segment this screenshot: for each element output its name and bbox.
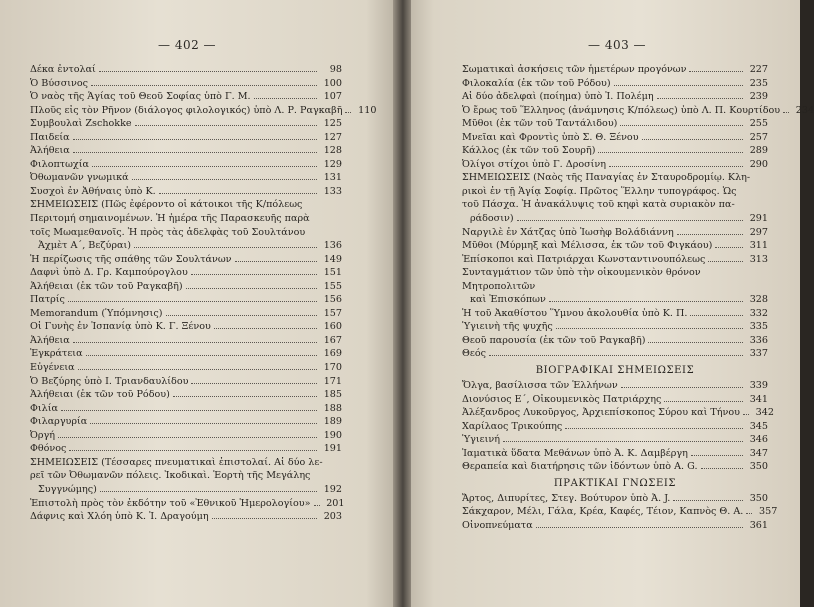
entry-title: Ναργιλὲ ἐν Χάτζας ὑπὸ Ἰωσὴφ Βολάδιάννη <box>462 226 674 238</box>
dot-leader <box>556 328 743 329</box>
dot-leader <box>78 369 317 370</box>
toc-entry <box>462 131 768 145</box>
entry-title: Ἀλήθειαι (ἐκ τῶν τοῦ Ραγκαβῆ) <box>30 280 183 292</box>
toc-entry <box>462 226 768 240</box>
book-gutter <box>393 0 411 607</box>
toc-entry <box>462 406 774 420</box>
toc-entry <box>30 253 342 267</box>
dot-leader <box>314 505 320 506</box>
toc-entry <box>462 266 768 293</box>
entry-page-number: 289 <box>749 145 768 157</box>
dot-leader <box>614 85 743 86</box>
dot-leader <box>73 342 317 343</box>
toc-entry <box>30 158 342 172</box>
toc-entry <box>462 447 768 461</box>
entry-title: Ἐπίσκοποι καὶ Πατριάρχαι Κωνσταντινουπόλεως <box>462 253 706 265</box>
entry-title: τοῖς Μωαμεθανοῖς. Ἡ πρὸς τὰς ἀδελφὰς τοῦ Σουλτάνου <box>30 226 306 238</box>
entry-page-number: 129 <box>323 158 342 170</box>
entry-title: Φιλία <box>30 402 58 414</box>
entry-page-number: 341 <box>749 393 768 405</box>
entry-page-number: 151 <box>323 267 342 279</box>
entry-page-number: 346 <box>749 434 768 446</box>
toc-entry <box>30 239 342 253</box>
toc-entry <box>30 361 342 375</box>
entry-title: Παιδεία <box>30 131 70 143</box>
toc-list <box>30 63 377 524</box>
dot-leader <box>565 428 743 429</box>
toc-entry <box>30 171 342 185</box>
left-page <box>0 0 398 607</box>
entry-title: Μνεῖαι καὶ Φροντὶς ὑπὸ Σ. Θ. Ξένου <box>462 131 639 143</box>
toc-entry <box>30 402 342 416</box>
entry-title: Ἀχμὲτ Α΄, Βεζύραι) <box>38 240 131 252</box>
dot-leader <box>191 274 317 275</box>
toc-entry <box>462 347 768 361</box>
toc-entry <box>30 483 342 497</box>
entry-title: Οἱ Γυνὴς ἐν Ἰσπανίᾳ ὑπὸ Κ. Γ. Ξένου <box>30 321 211 333</box>
toc-entry <box>30 375 342 389</box>
toc-entry <box>462 433 768 447</box>
entry-title: Ἐγκράτεια <box>30 348 83 360</box>
entry-page-number: 291 <box>749 213 768 225</box>
entry-page-number: 350 <box>749 492 768 504</box>
entry-title: Σωματικαὶ ἀσκήσεις τῶν ἡμετέρων προγόνων <box>462 64 687 75</box>
toc-entry <box>30 266 342 280</box>
toc-entry <box>462 171 768 185</box>
entry-title: Μῦθοι (ἐκ τῶν τοῦ Ταντάλιδου) <box>462 118 618 130</box>
entry-page-number: 313 <box>749 253 768 265</box>
entry-title: Φθόνος <box>30 443 67 455</box>
dot-leader <box>58 437 317 438</box>
dot-leader <box>132 179 317 180</box>
entry-page-number: 98 <box>329 64 342 75</box>
dot-leader <box>783 112 789 113</box>
entry-page-number: 149 <box>323 253 342 265</box>
entry-page-number: 345 <box>749 420 768 432</box>
entry-page-number: 332 <box>749 307 768 319</box>
entry-page-number: 169 <box>323 348 342 360</box>
entry-title: Ἀλήθεια <box>30 145 70 157</box>
entry-title: Ὁ ναὸς τῆς Ἁγίας τοῦ Θεοῦ Σοφίας ὑπὸ Γ. Μ. <box>30 91 251 103</box>
entry-page-number: 127 <box>323 131 342 143</box>
entry-title: Οἰνοπνεύματα <box>462 519 533 531</box>
dot-leader <box>159 193 317 194</box>
entry-page-number: 185 <box>323 389 342 401</box>
entry-title: Θεός <box>462 348 486 360</box>
dot-leader <box>517 220 743 221</box>
entry-title: Ἐπιστολὴ πρὸς τὸν ἐκδότην τοῦ «Ἐθνικοῦ Ἡμερολογίου» <box>30 497 311 509</box>
dot-leader <box>91 85 317 86</box>
entry-page-number: 255 <box>749 118 768 130</box>
entry-page-number: 336 <box>749 334 768 346</box>
toc-entry <box>30 469 342 483</box>
toc-entry <box>462 253 768 267</box>
entry-page-number: 128 <box>323 145 342 157</box>
entry-page-number: 189 <box>323 416 342 428</box>
section-heading: ΠΡΑΚΤΙΚΑΙ ΓΝΩΣΕΙΣ <box>553 477 677 489</box>
toc-entry <box>462 334 768 348</box>
toc-entry <box>462 212 768 226</box>
dot-leader <box>61 410 317 411</box>
toc-entry <box>30 293 342 307</box>
entry-title: Ἀλήθεια <box>30 334 70 346</box>
entry-title: Ὑγιεινή <box>462 434 500 446</box>
toc-entry <box>30 198 342 212</box>
entry-title: Συσχοὶ ἐν Ἀθήναις ὑπὸ Κ. <box>30 185 156 197</box>
entry-title: Συγγνώμης) <box>38 483 97 495</box>
toc-entry <box>462 198 768 212</box>
entry-title: Ὑγιεινὴ τῆς ψυχῆς <box>462 321 553 333</box>
dot-leader <box>212 518 317 519</box>
toc-entry <box>462 519 768 533</box>
entry-page-number: 203 <box>323 511 342 523</box>
dot-leader <box>746 513 752 514</box>
toc-entry <box>462 90 768 104</box>
entry-title: Ὀργή <box>30 429 55 441</box>
entry-page-number: 156 <box>323 294 342 306</box>
entry-title: ράδοσιν) <box>470 213 514 225</box>
entry-title: Ἡ περίζωσις τῆς σπάθης τῶν Σουλτάνων <box>30 253 232 265</box>
entry-title: Ὁ ἔρως τοῦ Ἕλληνος (ἀνάμνησις Κ/πόλεως) ὑπὸ Λ. Π. Κουρτίδου <box>462 104 781 116</box>
entry-page-number: 136 <box>323 240 342 252</box>
entry-title: Φιλοκαλία (ἐκ τῶν τοῦ Ρόδου) <box>462 77 611 89</box>
toc-entry <box>462 185 768 199</box>
dot-leader <box>677 234 743 235</box>
entry-page-number: 125 <box>323 118 342 130</box>
entry-page-number: 160 <box>323 321 342 333</box>
entry-page-number: 239 <box>749 91 768 103</box>
dot-leader <box>642 139 743 140</box>
dot-leader <box>99 71 317 72</box>
toc-entry <box>462 144 768 158</box>
entry-title: Ὀθωμανῶν γνωμικά <box>30 172 129 184</box>
entry-page-number: 257 <box>749 131 768 143</box>
dot-leader <box>715 247 743 248</box>
toc-entry <box>30 90 342 104</box>
dot-leader <box>549 301 743 302</box>
dot-leader <box>135 125 317 126</box>
toc-entry <box>30 226 342 240</box>
dot-leader <box>69 450 317 451</box>
entry-title: Σάκχαρον, Μέλι, Γάλα, Κρέα, Καφές, Τέιον, Καπνὸς Θ. Α. <box>462 506 744 518</box>
toc-entry <box>462 77 768 91</box>
dot-leader <box>743 414 749 415</box>
toc-entry <box>462 393 768 407</box>
dot-leader <box>86 355 317 356</box>
toc-entry <box>30 510 342 524</box>
dot-leader <box>92 166 317 167</box>
entry-title: Ἀλέξανδρος Λυκοῦργος, Ἀρχιεπίσκοπος Σύρου καὶ Τήνου <box>462 407 740 419</box>
toc-entry <box>462 239 768 253</box>
dot-leader <box>186 288 317 289</box>
entry-page-number: 337 <box>749 348 768 360</box>
entry-page-number: 171 <box>323 375 342 387</box>
toc-entry <box>30 77 342 91</box>
toc-entry <box>30 185 342 199</box>
dot-leader <box>134 247 317 248</box>
entry-page-number: 357 <box>759 506 778 518</box>
entry-page-number: 328 <box>749 294 768 306</box>
dot-leader <box>489 355 743 356</box>
dot-leader <box>73 152 317 153</box>
toc-entry <box>30 388 342 402</box>
toc-entry <box>30 144 342 158</box>
entry-title: Χαρίλαος Τρικούπης <box>462 420 563 432</box>
toc-entry <box>462 307 768 321</box>
dot-leader <box>708 261 743 262</box>
entry-title: Ὀλίγοι στίχοι ὑπὸ Γ. Δροσίνη <box>462 158 606 170</box>
toc-entry <box>462 117 768 131</box>
entry-title: Ἰαματικὰ ὕδατα Μεθάνων ὑπὸ Ἀ. Κ. Δαμβέργη <box>462 447 688 459</box>
entry-title: Περιτομή σημαινομένων. Ἡ ἡμέρα τῆς Παρασκευῆς παρὰ <box>30 213 310 225</box>
dot-leader <box>173 396 317 397</box>
entry-page-number: 157 <box>323 307 342 319</box>
dot-leader <box>657 98 743 99</box>
dot-leader <box>598 152 743 153</box>
toc-entry <box>30 347 342 361</box>
toc-entry <box>30 117 342 131</box>
entry-title: Φιλοπτωχία <box>30 158 89 170</box>
toc-entry <box>462 104 814 118</box>
entry-page-number: 167 <box>323 334 342 346</box>
entry-page-number: 107 <box>323 91 342 103</box>
page-number: — 402 — <box>158 38 217 52</box>
toc-entry <box>30 497 345 511</box>
entry-page-number: 342 <box>755 407 774 419</box>
dot-leader <box>690 315 743 316</box>
toc-entry <box>30 320 342 334</box>
entry-page-number: 311 <box>749 240 768 252</box>
dot-leader <box>73 139 317 140</box>
entry-page-number: 347 <box>749 447 768 459</box>
entry-title: Ἡ τοῦ Ἀκαθίστου Ὕμνου ἀκολουθία ὑπὸ Κ. Π. <box>462 307 688 319</box>
page-number: — 403 — <box>588 38 647 52</box>
entry-title: Κάλλος (ἐκ τῶν τοῦ Σουρῆ) <box>462 145 596 157</box>
dot-leader <box>620 125 743 126</box>
entry-title: Θεοῦ παρουσία (ἐκ τῶν τοῦ Ραγκαβῆ) <box>462 334 646 346</box>
entry-title: Ὄλγα, βασίλισσα τῶν Ἑλλήνων <box>462 380 618 392</box>
dot-leader <box>536 527 743 528</box>
entry-title: ΣΗΜΕΙΩΣΕΙΣ (Πῶς ἐφέροντο οἱ κάτοικοι τῆς Κ/πόλεως <box>30 199 303 211</box>
entry-title: Διονύσιος Ε΄, Οἰκουμενικὸς Πατριάρχης <box>462 393 662 405</box>
entry-title: Εὐγένεια <box>30 362 75 374</box>
dot-leader <box>701 468 743 469</box>
dot-leader <box>90 423 317 424</box>
entry-page-number: 339 <box>749 380 768 392</box>
entry-page-number: 131 <box>323 172 342 184</box>
toc-list <box>462 63 814 533</box>
entry-title: Μῦθοι (Μύρμηξ καὶ Μέλισσα, ἐκ τῶν τοῦ Φιγκάου) <box>462 240 713 252</box>
entry-title: Πατρίς <box>30 294 65 306</box>
toc-entry <box>462 460 768 474</box>
toc-entry <box>462 293 768 307</box>
entry-page-number: 335 <box>749 321 768 333</box>
toc-entry <box>30 131 342 145</box>
toc-entry <box>462 379 768 393</box>
entry-page-number: 235 <box>749 77 768 89</box>
entry-page-number: 190 <box>323 429 342 441</box>
entry-page-number: 110 <box>358 104 377 116</box>
entry-title: Αἱ δύο ἀδελφαὶ (ποίημα) ὑπὸ Ἰ. Πολέμη <box>462 91 654 103</box>
dot-leader <box>254 98 317 99</box>
entry-page-number: 201 <box>326 497 345 509</box>
toc-entry <box>30 104 377 118</box>
entry-title: ρεῖ τῶν Ὀθωμανῶν πόλεις. Ἰκοδικαὶ. Ἑορτὴ τῆς Μεγάλης <box>30 470 311 482</box>
toc-entry <box>462 492 768 506</box>
dot-leader <box>191 383 317 384</box>
dot-leader <box>166 315 317 316</box>
entry-title: Πλοῦς εἰς τὸν Ρῆνον (διάλογος φιλολογικός) ὑπὸ Λ. Ρ. Ραγκαβῆ <box>30 104 343 116</box>
entry-title: καὶ Ἐπισκόπων <box>470 294 546 306</box>
toc-entry <box>30 429 342 443</box>
toc-entry <box>30 280 342 294</box>
toc-entry <box>462 63 768 77</box>
toc-entry <box>30 334 342 348</box>
entry-page-number: 297 <box>749 226 768 238</box>
entry-title: Συμβουλαὶ Zschokke <box>30 118 132 130</box>
entry-page-number: 133 <box>323 185 342 197</box>
entry-title: Memorandum (Ὑπόμνησις) <box>30 307 163 319</box>
entry-title: Δάφνις καὶ Χλόη ὑπὸ Κ. Ἰ. Δραγούμη <box>30 511 209 523</box>
toc-entry <box>462 505 778 519</box>
toc-entry <box>30 415 342 429</box>
section-heading: ΒΙΟΓΡΑΦΙΚΑΙ ΣΗΜΕΙΩΣΕΙΣ <box>535 365 695 377</box>
entry-page-number: 234 <box>795 104 814 116</box>
entry-page-number: 361 <box>749 519 768 531</box>
dot-leader <box>673 500 743 501</box>
entry-title: Συνταγμάτιον τῶν ὑπὸ τὴν οἰκουμενικὸν θρόνον Μητροπολιτῶν <box>462 267 701 292</box>
toc-entry <box>30 63 342 77</box>
entry-page-number: 290 <box>749 158 768 170</box>
entry-page-number: 188 <box>323 402 342 414</box>
entry-title: Ὁ Βύσσινος <box>30 77 89 89</box>
dot-leader <box>345 112 351 113</box>
entry-page-number: 155 <box>323 280 342 292</box>
dot-leader <box>68 301 317 302</box>
dot-leader <box>689 71 743 72</box>
entry-title: Φιλαργυρία <box>30 416 88 428</box>
dot-leader <box>691 455 743 456</box>
dot-leader <box>621 387 743 388</box>
entry-title: Θεραπεία καὶ διατήρησις τῶν ἰδόντων ὑπὸ A. G. <box>462 461 698 473</box>
toc-entry <box>30 212 342 226</box>
dot-leader <box>648 342 743 343</box>
right-page <box>402 0 814 607</box>
dot-leader <box>503 441 743 442</box>
toc-entry <box>462 320 768 334</box>
toc-entry <box>462 158 768 172</box>
entry-title: ρικοὶ ἐν τῇ Ἁγίᾳ Σοφίᾳ. Πρῶτος Ἕλλην τυπογράφος. Ὡς <box>462 185 737 197</box>
toc-entry <box>30 442 342 456</box>
entry-title: Ἀλήθειαι (ἐκ τῶν τοῦ Ρόδου) <box>30 389 170 401</box>
entry-page-number: 227 <box>749 64 768 75</box>
entry-page-number: 350 <box>749 461 768 473</box>
entry-title: ΣΗΜΕΙΩΣΕΙΣ (Τέσσαρες πνευματικαὶ ἐπιστολαί. Αἱ δύο λε- <box>30 456 323 468</box>
entry-page-number: 191 <box>323 443 342 455</box>
toc-entry <box>30 456 342 470</box>
dot-leader <box>664 401 743 402</box>
dot-leader <box>609 166 743 167</box>
dot-leader <box>214 328 317 329</box>
entry-title: Ἄρτος, Διπυρίτες, Στεγ. Βούτυρον ὑπὸ Ἀ. J. <box>462 492 671 504</box>
toc-entry <box>462 420 768 434</box>
entry-title: Ὁ Βεζύρης ὑπὸ Ι. Τριανδαυλίδου <box>30 375 189 387</box>
entry-title: τοῦ Πάσχα. Ἡ ἀνακάλυψις τοῦ κηφὶ κατὰ συριακὸν πα- <box>462 199 735 211</box>
dot-leader <box>100 491 317 492</box>
entry-page-number: 192 <box>323 483 342 495</box>
entry-page-number: 100 <box>323 77 342 89</box>
entry-title: Δαφνὶ ὑπὸ Δ. Γρ. Καμπούρογλου <box>30 267 188 279</box>
entry-page-number: 170 <box>323 362 342 374</box>
toc-entry <box>30 307 342 321</box>
entry-title: Δέκα ἐντολαί <box>30 64 96 75</box>
entry-title: ΣΗΜΕΙΩΣΕΙΣ (Ναὸς τῆς Παναγίας ἐν Σταυροδρομίῳ. Κλη- <box>462 172 751 184</box>
dot-leader <box>235 261 317 262</box>
